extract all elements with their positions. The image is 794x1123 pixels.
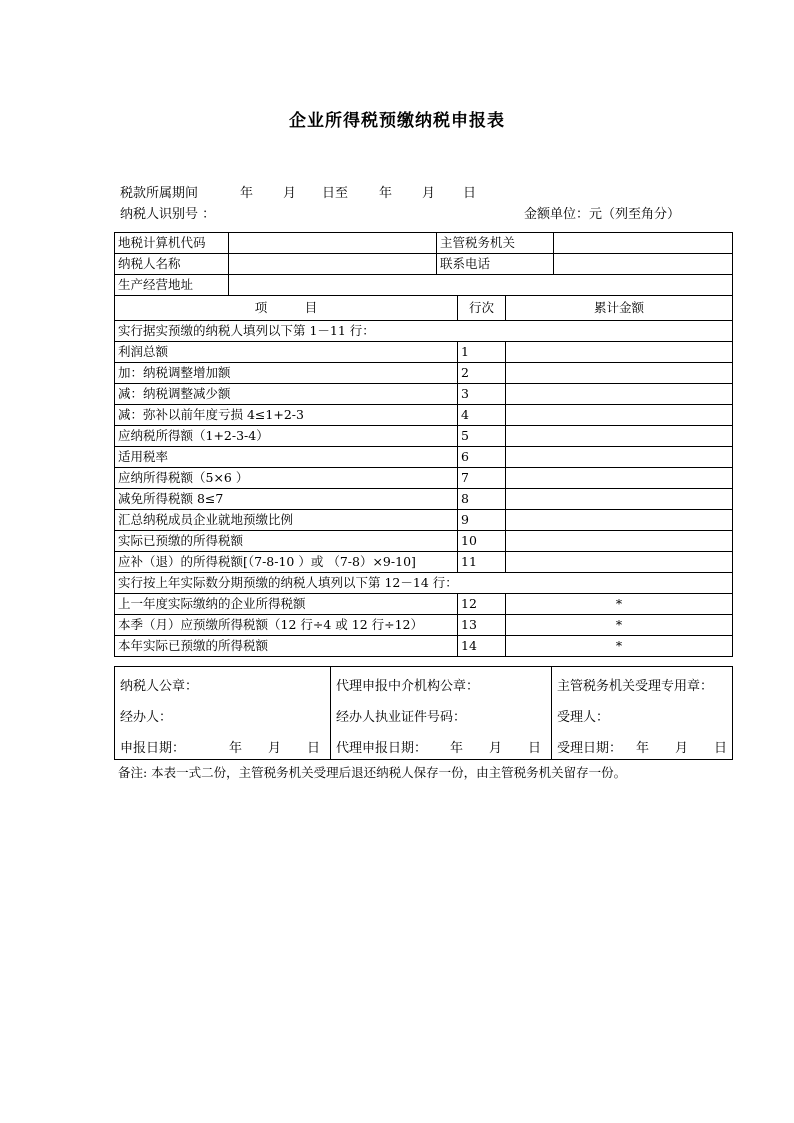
- row-line-number: 8: [458, 489, 506, 510]
- tax-period-label: 税款所属期间: [120, 186, 199, 201]
- row-line-number: 7: [458, 468, 506, 489]
- row-item-label: 本年实际已预缴的所得税额: [115, 636, 458, 657]
- phone-label: 联系电话: [437, 254, 554, 275]
- address-field[interactable]: [229, 275, 733, 296]
- row-amount-field[interactable]: [506, 363, 733, 384]
- row-line-number: 9: [458, 510, 506, 531]
- row-line-number: 3: [458, 384, 506, 405]
- row-amount-field[interactable]: [506, 531, 733, 552]
- signature-block: [331, 667, 551, 759]
- section-1-rows: [115, 342, 733, 573]
- form-title: 企业所得税预缴纳税申报表: [289, 111, 505, 131]
- row-item-label: 本季（月）应预缴所得税额（12 行÷4 或 12 行÷12）: [115, 615, 458, 636]
- row-line-number: 14: [458, 636, 506, 657]
- table-row: [115, 342, 733, 363]
- date-label: 代理申报日期：: [336, 741, 428, 756]
- period-day-2: 日: [463, 186, 477, 201]
- signature-cell: [115, 667, 331, 760]
- form-note: 备注: 本表一式二份，主管税务机关受理后退还纳税人保存一份，由主管税务机关留存一份。: [118, 765, 627, 780]
- table-row: [115, 510, 733, 531]
- period-year-2: 年: [379, 186, 393, 201]
- table-row: [115, 594, 733, 615]
- signature-table: [114, 666, 733, 760]
- row-line-number: 1: [458, 342, 506, 363]
- tax-authority-label: 主管税务机关: [437, 233, 554, 254]
- period-month-1: 月: [283, 186, 297, 201]
- handler-label: 经办人：: [120, 710, 173, 725]
- table-row: [115, 447, 733, 468]
- row-line-number: 11: [458, 552, 506, 573]
- table-row: [115, 468, 733, 489]
- seal-label: 主管税务机关受理专用章：: [557, 679, 714, 694]
- row-line-number: 4: [458, 405, 506, 426]
- row-item-label: 应纳税所得额（1+2-3-4）: [115, 426, 458, 447]
- signature-row: [115, 667, 733, 760]
- row-item-label: 利润总额: [115, 342, 458, 363]
- table-row: [115, 489, 733, 510]
- row-line-number: 6: [458, 447, 506, 468]
- row-item-label: 适用税率: [115, 447, 458, 468]
- row-amount-field[interactable]: *: [506, 594, 733, 615]
- seal-label: 纳税人公章：: [120, 679, 199, 694]
- taxpayer-name-field[interactable]: [229, 254, 437, 275]
- taxpayer-name-label: 纳税人名称: [115, 254, 229, 275]
- section-row: [115, 573, 733, 594]
- table-row: [115, 615, 733, 636]
- row-amount-field[interactable]: [506, 489, 733, 510]
- section-2-rows: [115, 594, 733, 657]
- date-label: 受理日期：: [557, 741, 623, 756]
- row-line-number: 12: [458, 594, 506, 615]
- date-label: 申报日期：: [120, 741, 186, 756]
- header-amount: 累计金额: [506, 296, 733, 321]
- table-row: [115, 531, 733, 552]
- row-line-number: 13: [458, 615, 506, 636]
- row-amount-field[interactable]: [506, 384, 733, 405]
- header-item: 项 目: [115, 296, 458, 321]
- handler-label: 受理人：: [557, 710, 610, 725]
- date-value: 年 月 日: [229, 741, 321, 756]
- taxpayer-id-label: 纳税人识别号 ：: [120, 207, 216, 222]
- address-label: 生产经营地址: [115, 275, 229, 296]
- table-row: [115, 363, 733, 384]
- header-row: [115, 296, 733, 321]
- phone-field[interactable]: [554, 254, 733, 275]
- table-row: [115, 384, 733, 405]
- date-value: 年 月 日: [450, 741, 542, 756]
- info-row: [115, 233, 733, 254]
- row-line-number: 2: [458, 363, 506, 384]
- row-item-label: 上一年度实际缴纳的企业所得税额: [115, 594, 458, 615]
- section-row: [115, 321, 733, 342]
- declaration-table: [114, 232, 733, 657]
- signature-cell: [552, 667, 733, 760]
- table-row: [115, 426, 733, 447]
- row-item-label: 加：纳税调整增加额: [115, 363, 458, 384]
- row-amount-field[interactable]: *: [506, 615, 733, 636]
- period-day-to: 日至: [322, 186, 349, 201]
- date-value: 年 月 日: [636, 741, 728, 756]
- row-amount-field[interactable]: [506, 342, 733, 363]
- seal-label: 代理申报中介机构公章：: [336, 679, 480, 694]
- row-item-label: 汇总纳税成员企业就地预缴比例: [115, 510, 458, 531]
- period-year-1: 年: [240, 186, 254, 201]
- signature-block: [115, 667, 330, 759]
- tax-authority-field[interactable]: [554, 233, 733, 254]
- period-month-2: 月: [422, 186, 436, 201]
- handler-label: 经办人执业证件号码：: [336, 710, 467, 725]
- row-item-label: 实际已预缴的所得税额: [115, 531, 458, 552]
- row-amount-field[interactable]: [506, 405, 733, 426]
- table-row: [115, 405, 733, 426]
- table-row: [115, 552, 733, 573]
- amount-unit-label: 金额单位：元（列至角分）: [524, 207, 681, 222]
- info-row: [115, 275, 733, 296]
- row-line-number: 10: [458, 531, 506, 552]
- tax-period-line: [120, 182, 520, 200]
- row-amount-field[interactable]: *: [506, 636, 733, 657]
- signature-cell: [331, 667, 552, 760]
- signature-block: [552, 667, 732, 759]
- row-amount-field[interactable]: [506, 468, 733, 489]
- computer-code-label: 地税计算机代码: [115, 233, 229, 254]
- row-amount-field[interactable]: [506, 552, 733, 573]
- row-item-label: 减免所得税额 8≤7: [115, 489, 458, 510]
- row-item-label: 减：弥补以前年度亏损 4≤1+2-3: [115, 405, 458, 426]
- row-amount-field[interactable]: [506, 447, 733, 468]
- computer-code-field[interactable]: [229, 233, 437, 254]
- row-item-label: 应纳所得税额（5×6 ）: [115, 468, 458, 489]
- info-row: [115, 254, 733, 275]
- table-row: [115, 636, 733, 657]
- row-line-number: 5: [458, 426, 506, 447]
- row-item-label: 减：纳税调整减少额: [115, 384, 458, 405]
- section-2-label: 实行按上年实际数分期预缴的纳税人填列以下第 12－14 行：: [115, 573, 733, 594]
- header-line-no: 行次: [458, 296, 506, 321]
- row-amount-field[interactable]: [506, 510, 733, 531]
- section-1-label: 实行据实预缴的纳税人填列以下第 1－11 行：: [115, 321, 733, 342]
- row-amount-field[interactable]: [506, 426, 733, 447]
- row-item-label: 应补（退）的所得税额[（7-8-10 ）或 （7-8）×9-10]: [115, 552, 458, 573]
